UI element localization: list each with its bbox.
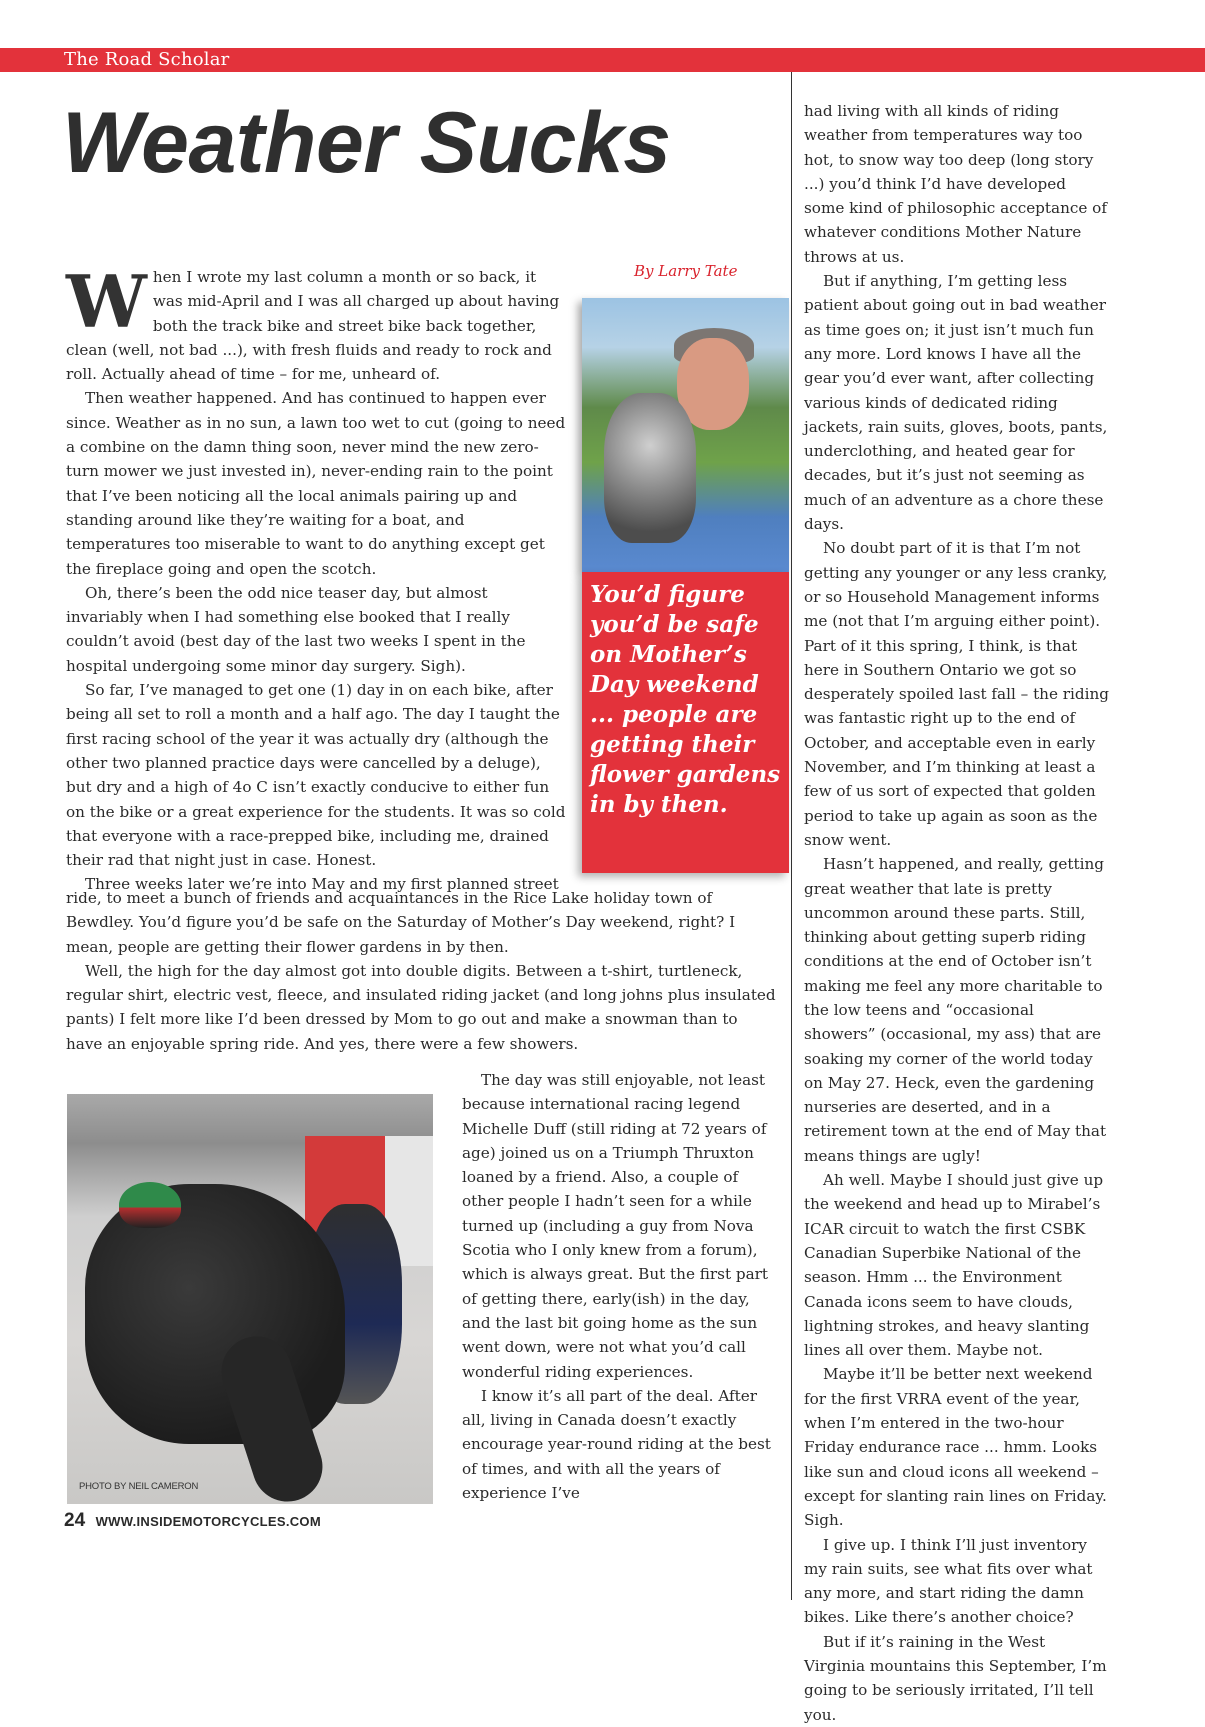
pull-quote-text: You’d figure you’d be safe on Mother’s Day weekend ... people are getting their flower gardens in by then. (590, 581, 781, 818)
article-column-1 (66, 259, 566, 897)
photo-detail (85, 1184, 345, 1444)
paragraph: But if anything, I’m getting less patient about going out in bad weather as time goes on; it just isn’t much fun any more. Lord knows I have all the gear you’d ever want, after collecting various kinds of dedicated riding jackets, rain suits, gloves, boots, pants, underclothing, and heated gear for decades, but it’s just not seeming as much of an adventure as a chore these days. (804, 272, 1108, 534)
paragraph: Hasn’t happened, and really, getting great weather that late is pretty uncommon around these parts. Still, thinking about getting superb riding conditions at the end of October isn’t making me feel any more charitable to the low teens and “occasional showers” (occasional, my ass) that are soaking my corner of the world today on May 27. Heck, even the gardening nurseries are deserted, and in a retirement town at the end of May that means things are ugly! (804, 855, 1107, 1165)
paragraph: The day was still enjoyable, not least because international racing legend Michelle Duff (still riding at 72 years of age) joined us on a Triumph Thruxton loaned by a friend. Also, a couple of other people I hadn’t seen for a while turned up (including a guy from Nova Scotia who I only knew from a forum), which is always great. But the first part of getting there, early(ish) in the day, and the last bit going home as the sun went down, were not what you’d call wonderful riding experiences. (462, 1071, 769, 1381)
paragraph: Three weeks later we’re into May and my first planned street (85, 875, 559, 894)
paragraph: Maybe it’ll be better next weekend for the first VRRA event of the year, when I’m entered in the two-hour Friday endurance race ... hmm. Looks like sun and cloud icons all weekend – except for slanting rain lines on Friday. Sigh. (804, 1365, 1107, 1530)
author-byline: By Larry Tate (634, 262, 738, 280)
paragraph: had living with all kinds of riding weather from temperatures way too hot, to snow way too deep (long story ...) you’d think I’d have developed some kind of philosophic acceptance of whatever conditions Mother Nature throws at us. (804, 102, 1107, 266)
pull-quote-box (582, 572, 789, 873)
paragraph: ride, to meet a bunch of friends and acquaintances in the Rice Lake holiday town of Bewdley. You’d figure you’d be safe on the Saturday of Mother’s Day weekend, right? I mean, people are getting their flower gardens in by then. (66, 889, 736, 956)
paragraph: So far, I’ve managed to get one (1) day in on each bike, after being all set to roll a month and a half ago. The day I taught the first racing school of the year it was actually dry (although the other two planned practice days were cancelled by a deluge), but dry and a high of 4o C isn’t exactly conducive to either fun on the bike or a great experience for the students. It was so cold that everyone with a race-prepped bike, including me, drained their rad that night just in case. Honest. (66, 681, 566, 870)
article-title: Weather Sucks (62, 95, 671, 191)
photo-detail (119, 1182, 181, 1228)
paragraph: Oh, there’s been the odd nice teaser day, but almost invariably when I had something else booked that I really couldn’t avoid (best day of the last two weeks I spent in the hospital undergoing some minor day surgery. Sigh). (66, 583, 526, 675)
article-wide-block (66, 886, 776, 1056)
paragraph: Ah well. Maybe I should just give up the weekend and head up to Mirabel’s ICAR circuit to watch the first CSBK Canadian Superbike National of the season. Hmm ... the Environment Canada icons seem to have clouds, lightning strokes, and heavy slanting lines all over them. Maybe not. (804, 1171, 1104, 1360)
paragraph: Well, the high for the day almost got into double digits. Between a t-shirt, turtleneck, regular shirt, electric vest, fleece, and insulated riding jacket (and long johns plus insulated pants) I felt more like I’d been dressed by Mom to go out and make a snowman than to have an enjoyable spring ride. And yes, there were a few showers. (66, 961, 776, 1053)
photo-credit: PHOTO BY NEIL CAMERON (79, 1481, 199, 1492)
drop-cap: W (66, 259, 147, 344)
article-column-2 (462, 1068, 778, 1505)
photo-detail (604, 393, 696, 543)
paragraph: But if it’s raining in the West Virginia mountains this September, I’m going to be seriously irritated, I’ll tell you. (804, 1632, 1107, 1724)
page-number: 24 (64, 1510, 86, 1531)
page-footer (64, 1510, 321, 1532)
paragraph: I know it’s all part of the deal. After all, living in Canada doesn’t exactly encourage year-round riding at the best of times, and with all the years of experience I’ve (462, 1386, 771, 1503)
paragraph: I give up. I think I’ll just inventory my rain suits, see what fits over what any more, and start riding the damn bikes. Like there’s another choice? (804, 1535, 1093, 1627)
column-divider (791, 72, 792, 1600)
section-label: The Road Scholar (64, 49, 230, 70)
paragraph: No doubt part of it is that I’m not getting any younger or any less cranky, or so Household Management informs me (not that I’m arguing either point). Part of it this spring, I think, is that here in Southern Ontario we got so desperately spoiled last fall – the riding was fantastic right up to the end of October, and acceptable even in early November, and I’m thinking at least a few of us sort of expected that golden period to take up again as soon as the snow went. (804, 539, 1109, 849)
website-link[interactable]: WWW.INSIDEMOTORCYCLES.COM (95, 1514, 321, 1529)
article-column-3 (804, 99, 1109, 1727)
paragraph: When I wrote my last column a month or so back, it was mid-April and I was all charged up about having both the track bike and street bike back together, clean (well, not bad ...), with fresh fluids and ready to rock and roll. Actually ahead of time – for me, unheard of. (66, 259, 560, 384)
author-photo (582, 298, 789, 572)
race-photo (67, 1094, 433, 1504)
paragraph: Then weather happened. And has continued to happen ever since. Weather as in no sun, a lawn too wet to cut (going to need a combine on the damn thing soon, never mind the new zero-turn mower we just invested in), never-ending rain to the point that I’ve been noticing all the local animals pairing up and standing around like they’re waiting for a boat, and temperatures too miserable to want to do anything except get the fireplace going and open the scotch. (66, 389, 566, 578)
